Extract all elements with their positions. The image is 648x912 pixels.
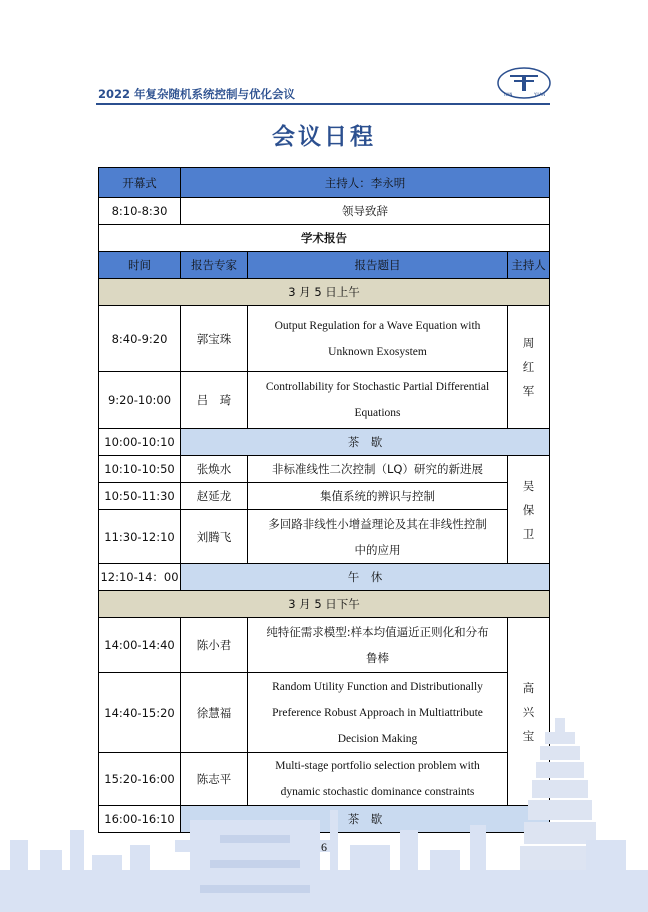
talk-title [248,753,508,806]
chair-char: 红 [522,360,535,374]
speaker-name: 郭宝珠 [181,306,248,372]
break-time: 16:00-16:10 [99,806,181,833]
talk-title-line: Random Utility Function and Distributionally [272,680,483,693]
chair-char: 军 [522,384,535,398]
talk-title-line: Controllability for Stochastic Partial Differential [265,381,490,393]
chair-name [508,306,550,429]
opening-label: 开幕式 [99,168,181,198]
chair-char: 宝 [522,728,535,743]
talk-title-line: Equations [354,407,401,419]
page-number: 6 [321,840,327,854]
chair-char: 周 [522,336,535,350]
lunch-time: 12:10-14：00 [99,564,181,591]
talk-title-line: Unknown Exosystem [328,345,427,358]
section-title: 学术报告 [99,225,550,252]
talk-title-line: dynamic stochastic dominance constraints [280,786,475,798]
column-header-chair: 主持人 [508,252,550,279]
session-time: 10:50-11:30 [99,483,181,510]
city-skyline-illustration [0,800,648,912]
session-time: 11:30-12:10 [99,510,181,564]
afternoon-label: 3 月 5 日下午 [99,591,550,618]
opening-item: 领导致辞 [181,198,550,225]
session-time: 10:10-10:50 [99,456,181,483]
conference-header: 2022 年复杂随机系统控制与优化会议 [98,87,296,101]
session-time: 9:20-10:00 [99,372,181,429]
column-header-time: 时间 [99,252,181,279]
talk-title-line: 中的应用 [354,542,401,557]
talk-title: 非标准线性二次控制（LQ）研究的新进展 [248,456,508,483]
talk-title-line: Multi-stage portfolio selection problem with [275,760,480,772]
talk-title: 集值系统的辨识与控制 [248,483,508,510]
column-header-title: 报告题目 [248,252,508,279]
talk-title-line: Decision Making [337,732,418,745]
talk-title [248,372,508,429]
chair-name [508,456,550,564]
session-time: 14:00-14:40 [99,618,181,673]
talk-title-line: 多回路非线性小增益理论及其在非线性控制 [268,516,487,531]
chair-char: 卫 [522,526,535,541]
talk-title-line: 纯特征需求模型:样本均值逼近正则化和分布 [266,625,489,639]
tea-break: 茶 歇 [181,429,550,456]
header-rule [96,103,550,105]
column-header-speaker: 报告专家 [181,252,248,279]
talk-title-line: Output Regulation for a Wave Equation with [274,319,481,332]
talk-title [248,306,508,372]
chair-char: 兴 [522,704,535,719]
page-title: 会议日程 [272,124,376,150]
speaker-name: 刘腾飞 [181,510,248,564]
talk-title [248,618,508,673]
conference-logo [496,66,552,100]
chair-char: 吴 [522,478,535,493]
speaker-name: 张焕水 [181,456,248,483]
speaker-name: 陈小君 [181,618,248,673]
opening-host: 主持人：李永明 [181,168,550,198]
speaker-name: 赵延龙 [181,483,248,510]
chair-char: 保 [522,502,535,517]
talk-title-line: Preference Robust Approach in Multiattribute [272,706,483,719]
session-time: 14:40-15:20 [99,673,181,753]
morning-label: 3 月 5 日上午 [99,279,550,306]
logo-text-left: TIAN [503,92,513,97]
speaker-name: 陈志平 [181,753,248,806]
lunch-break: 午 休 [181,564,550,591]
chair-char: 高 [522,680,535,695]
logo-text-right: YUAN [534,92,546,97]
talk-title-line: 鲁棒 [366,651,389,665]
tea-break: 茶 歇 [181,806,550,833]
opening-time: 8:10-8:30 [99,198,181,225]
talk-title [248,510,508,564]
session-time: 8:40-9:20 [99,306,181,372]
talk-title [248,673,508,753]
break-time: 10:00-10:10 [99,429,181,456]
session-time: 15:20-16:00 [99,753,181,806]
speaker-name: 徐慧福 [181,673,248,753]
schedule-table [98,167,550,833]
speaker-name: 吕 琦 [181,372,248,429]
